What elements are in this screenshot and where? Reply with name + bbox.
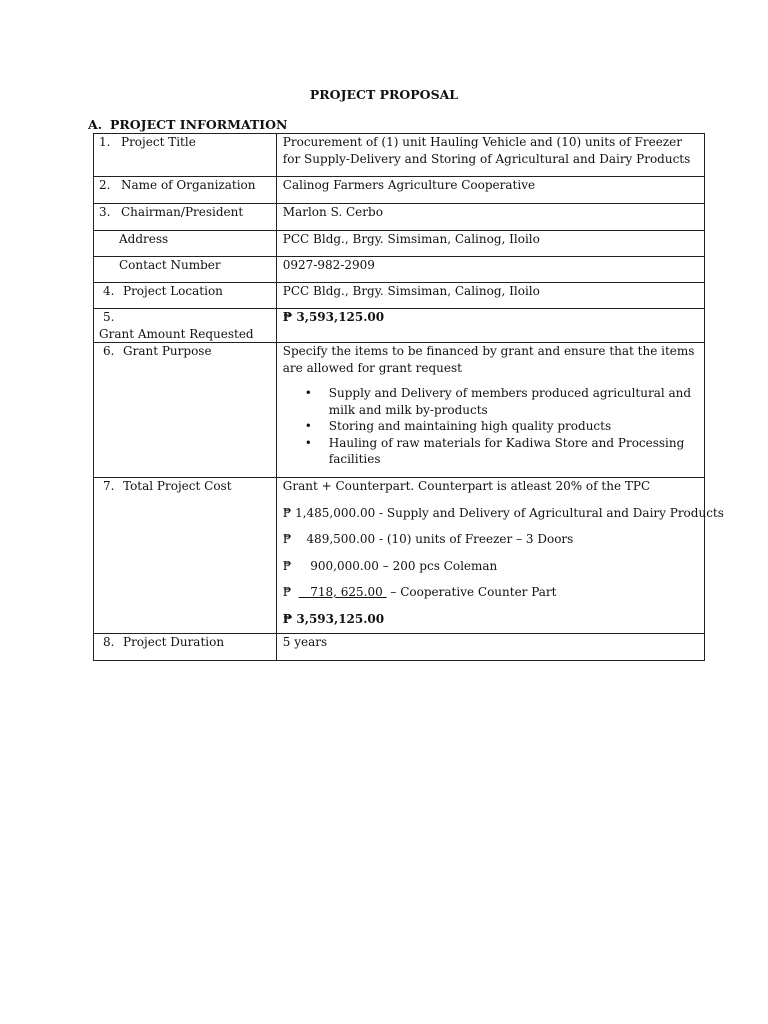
table-row-organization <box>94 177 705 204</box>
cost-description: - (10) units of Freezer – 3 Doors <box>375 532 574 546</box>
cost-line-supply: ₱ 1,485,000.00 - Supply and Delivery of Agricultural and Dairy Products <box>282 505 724 520</box>
row-number: 7. <box>103 479 115 493</box>
address-value: PCC Bldg., Brgy. Simsiman, Calinog, Iloilo <box>276 231 704 257</box>
label-cell <box>94 204 277 231</box>
peso-sign: ₱ <box>282 585 292 599</box>
label-cell <box>94 177 277 204</box>
row-number: 2. <box>99 178 111 192</box>
total-cost-cell <box>276 478 724 634</box>
label-cell <box>94 309 277 343</box>
row-label: Project Title <box>121 135 196 149</box>
label-cell <box>94 134 277 177</box>
grant-purpose-intro: Specify the items to be financed by grant and ensure that the items are allowed for grant request <box>282 344 695 375</box>
label-cell <box>94 257 277 283</box>
row-label: Project Location <box>123 284 223 298</box>
cost-amount <box>299 585 387 599</box>
duration-value: 5 years <box>276 634 704 661</box>
label-cell <box>94 478 277 634</box>
label-cell <box>94 283 277 309</box>
table-row-total-cost <box>94 478 705 634</box>
row-label: Contact Number <box>119 258 221 272</box>
row-number: 4. <box>103 284 115 298</box>
section-heading <box>88 117 287 132</box>
project-title-value: Procurement of (1) unit Hauling Vehicle and (10) units of Freezer for Supply-Delivery and Storing of Agricultural and Dairy Products <box>276 134 704 177</box>
row-number: 3. <box>99 205 111 219</box>
cost-description: – Cooperative Counter Part <box>386 585 557 599</box>
grant-purpose-cell <box>276 343 704 478</box>
cost-total: ₱ 3,593,125.00 <box>282 611 385 626</box>
table-row-grant-purpose <box>94 343 705 478</box>
table-row-location <box>94 283 705 309</box>
label-cell <box>94 634 277 661</box>
location-value: PCC Bldg., Brgy. Simsiman, Calinog, Iloilo <box>276 283 704 309</box>
cost-line-counterpart <box>283 584 698 601</box>
row-number: 8. <box>103 635 115 649</box>
cost-line-coleman <box>283 558 698 575</box>
table-row-grant-amount <box>94 309 705 343</box>
label-cell <box>94 343 277 478</box>
cost-amount: 489,500.00 <box>306 532 376 546</box>
row-number: 5. <box>103 310 115 324</box>
table-row-contact <box>94 257 705 283</box>
table-row-address <box>94 231 705 257</box>
list-item: • Supply and Delivery of members produced agricultural and milk and milk by-products <box>329 385 698 418</box>
label-cell <box>94 231 277 257</box>
row-label: Grant Amount Requested <box>99 326 254 341</box>
cost-line-freezer <box>283 531 698 548</box>
row-label: Chairman/President <box>121 205 244 219</box>
counterpart-amount: 718, 625.00 <box>310 585 383 599</box>
cost-description: – 200 pcs Coleman <box>378 558 498 573</box>
grant-amount-value: ₱ 3,593,125.00 <box>276 309 704 343</box>
chairman-value: Marlon S. Cerbo <box>276 204 704 231</box>
table-row-duration <box>94 634 705 661</box>
list-item: • Hauling of raw materials for Kadiwa Store and Processing facilities <box>329 435 698 468</box>
row-number: 6. <box>103 344 115 358</box>
project-information-table <box>93 133 724 661</box>
organization-value: Calinog Farmers Agriculture Cooperative <box>276 177 704 204</box>
row-label: Project Duration <box>123 635 225 649</box>
row-label: Grant Purpose <box>123 344 212 358</box>
section-heading-text: PROJECT INFORMATION <box>110 117 288 132</box>
peso-sign: ₱ <box>282 558 292 573</box>
row-label: Total Project Cost <box>123 479 232 493</box>
peso-sign: ₱ <box>282 532 292 546</box>
table-row-project-title <box>94 134 705 177</box>
grant-purpose-list <box>283 385 698 468</box>
section-letter: A. <box>88 117 103 132</box>
contact-value: 0927-982-2909 <box>276 257 704 283</box>
list-item: • Storing and maintaining high quality products <box>329 418 698 435</box>
document-title: PROJECT PROPOSAL <box>309 87 459 102</box>
table-row-chairman <box>94 204 705 231</box>
row-label: Address <box>119 232 169 246</box>
row-number: 1. <box>99 135 111 149</box>
row-label: Name of Organization <box>121 178 256 192</box>
total-cost-intro: Grant + Counterpart. Counterpart is atleast 20% of the TPC <box>282 479 651 493</box>
cost-amount: 900,000.00 <box>310 558 379 573</box>
